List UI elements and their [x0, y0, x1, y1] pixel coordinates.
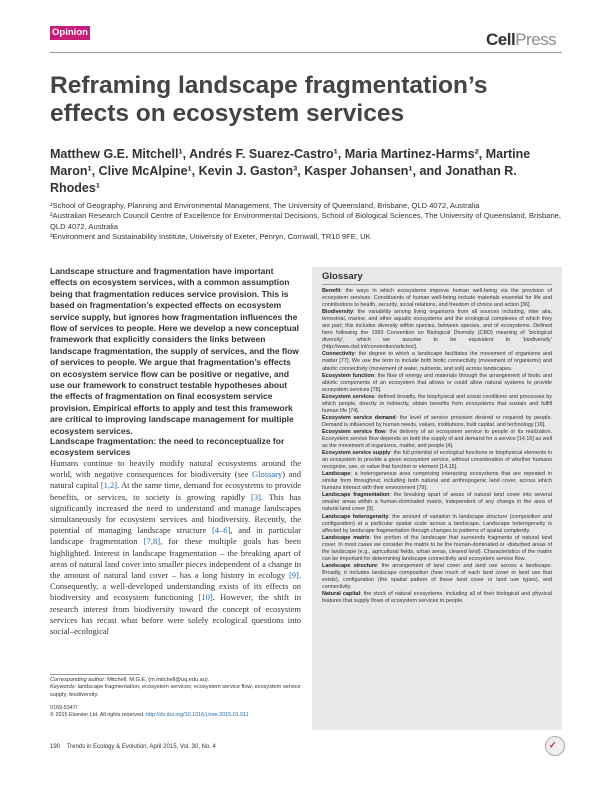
glossary-term: Ecosystem service supply	[322, 450, 391, 457]
reference-link[interactable]: [7,8]	[143, 536, 161, 547]
glossary-definition: : the ways in which ecosystems improve human well-being via the provision of ecosystem services. Constituents of human well-being include materials essential for life and contributions to health, security, social relations, and freedom of choice and action [36].	[322, 288, 552, 309]
article-title: Reframing landscape fragmentation’s effects on ecosystem services	[50, 72, 488, 127]
glossary-definition: : the portion of the landscape that surrounds fragments of natural land cover. In most cases we consider the matrix to be the human-dominated or -disturbed areas of the landscape (e.g., agricultural fields, urban areas, cleared land). Characteristics of the matrix can be important for determining landscape connectivity and ecosystem service flow.	[322, 534, 552, 562]
glossary-entry	[322, 394, 552, 415]
glossary-definition: : the delivery of an ecosystem service to people or its realization. Ecosystem service flow depends on both the supply of and demand for a service [14,16] as well as the movement of organisms, matter, and people [4].	[322, 428, 553, 450]
glossary-term: Landscape matrix	[322, 534, 370, 541]
footnote: Corresponding author: Mitchell, M.G.E. (m.mitchell@uq.edu.au). Keywords: landscape fragmentation; ecosystem services; ecosystem service flow; ecosystem service supply; biodiversity.	[50, 677, 301, 698]
doi-link[interactable]: http://dx.doi.org/10.1016/j.tree.2015.01.011	[145, 712, 249, 719]
footnote-divider	[50, 674, 140, 675]
glossary-entry	[322, 492, 552, 513]
reference-link[interactable]: [4–6]	[211, 525, 231, 536]
glossary-term: Natural capital	[322, 591, 361, 598]
glossary-divider	[322, 284, 552, 285]
glossary-definition: : the level of service provision desired or required by people. Demand is influenced by human needs, values, institutions, built capital, and technology [16].	[322, 414, 552, 428]
cellpress-logo: CellPress	[486, 30, 557, 49]
author-list: Matthew G.E. Mitchell¹, Andrés F. Suarez-Castro¹, Maria Martinez-Harms², Martine Maron¹, Clive McAlpine¹, Kevin J. Gaston³, Kasper Johansen¹, and Jonathan R. Rhodes¹	[50, 147, 531, 195]
glossary-term: Ecosystem service flow	[322, 428, 386, 435]
affiliation-3: ³Environment and Sustainability Institute, University of Exeter, Penryn, Cornwall, TR10 9FE, UK	[50, 231, 371, 241]
affiliation-2: ²Australian Research Council Centre of Excellence for Environmental Decisions, School of Biological Sciences, The University of Queensland, Brisbane, QLD 4072, Australia	[50, 211, 562, 231]
glossary-definition: : the full potential of ecological functions or biophysical elements in an ecosystem to provide a given ecosystem service, without consideration of whether humans recognize, use, or value that function or element [14,15].	[322, 450, 552, 471]
glossary-definition: : the degree to which a landscape facilitates the movement of organisms and matter [77]. We use the term to include both biotic connectivity (movement of organisms) and abiotic connectivity (movement of water, nutrients, and soil) across landscapes.	[322, 351, 552, 372]
glossary-term: Benefit	[322, 288, 341, 294]
glossary-entry	[322, 514, 552, 535]
glossary-entry	[322, 471, 552, 492]
glossary-definition: : the stock of natural ecosystems, including all of their biological and physical features that supply flows of ecosystem services to people.	[322, 591, 552, 605]
reference-link[interactable]: [1,2]	[100, 480, 118, 491]
glossary-term: Connectivity	[322, 351, 355, 358]
glossary-entry	[322, 563, 552, 591]
glossary-term: Landscape structure	[322, 562, 378, 569]
section-badge: Opinion	[50, 26, 90, 40]
glossary-entry	[322, 373, 552, 394]
glossary-entries	[322, 288, 552, 605]
affiliations	[50, 201, 562, 242]
abstract: Landscape structure and fragmentation have important effects on ecosystem services, with a common assumption being that fragmentation reduces service provision. This is based on fragmentation’s expected effects on ecosystem service supply, but ignores how fragmentation influences the flow of services to people. Here we develop a new conceptual framework that explicitly considers the links between landscape fragmentation, the supply of services, and the flow of services to people. We argue that fragmentation’s effects on ecosystem service flow can be positive or negative, and use our framework to construct testable hypotheses about the effects of fragmentation on final ecosystem service provision. Empirical efforts to apply and test this framework are critical to improving landscape management for multiple ecosystem services.	[50, 266, 299, 436]
glossary-term: Landscape	[322, 471, 351, 478]
glossary-term: Ecosystem service demand	[322, 414, 396, 421]
glossary-definition: : defined broadly, the biophysical and social conditions and processes by which people, directly or indirectly, obtain benefits from ecosystems that sustain and fulfill human life [74].	[322, 393, 552, 414]
glossary-term: Landscape heterogeneity	[322, 513, 389, 520]
glossary-definition: : the breaking apart of areas of natural land cover into several smaller areas within a human-dominated matrix, independent of any change in the area of natural land cover [9].	[322, 492, 553, 513]
reference-link[interactable]: [3]	[251, 491, 261, 502]
glossary-entry	[322, 351, 552, 372]
glossary-entry	[322, 309, 552, 351]
glossary-link[interactable]: Glossary	[252, 469, 283, 480]
glossary-entry	[322, 429, 552, 450]
glossary-definition: : the variability among living organisms from all sources including, inter alia, terrestrial, marine, and other aquatic ecosystems and the ecological complexes of which they are part; this includes diversity within species, between species, and of ecosystems. Defined here following the 1993 Convention on Biological Diversity (CBD) meaning of ‘biological diversity’, which we assume to be equivalent to ‘biodiversity’ (http://www.cbd.int/convention/articles/).	[322, 309, 552, 351]
body-text: Humans continue to heavily modify natural ecosystems around the world, with negative consequences for biodiversity (see Glossary) and natural capital [1,2]. At the same time, demand for ecosystems to provide benefits, or services, to society is growing rapidly [3]. This has significantly increased the need to understand and manage landscapes simultaneously for ecosystem services and biodiversity. Recently, the potential of managing landscape structure [4–6], and in particular landscape fragmentation [7,8], for these multiple goals has been highlighted. Interest in landscape fragmentation – the breaking apart of areas of natural land cover into smaller pieces independent of a change in the amount of natural land cover – has a long history in ecology [9]. Consequently, a well-developed understanding exists of its effects on biodiversity and ecosystem functioning [10]. However, the shift in research interest from biodiversity toward the concept of ecosystem services has recast what before were solely ecological questions into social–ecological	[50, 458, 301, 637]
journal-info: Trends in Ecology & Evolution, April 2015, Vol. 30, No. 4	[66, 744, 216, 750]
glossary-entry	[322, 288, 552, 309]
glossary-entry	[322, 415, 552, 429]
glossary-definition: : a heterogeneous area comprising interacting ecosystems that are repeated in similar form throughout; including both natural and anthropogenic land cover, across which humans interact with their environment [79].	[322, 471, 552, 492]
reference-link[interactable]: [9]	[288, 570, 299, 581]
glossary-definition: : the amount of variation in landscape structure (composition and configuration) at a particular spatial scale across a landscape. Landscape heterogeneity is affected by landscape fragmentation through changes to patterns of spatial complexity.	[322, 513, 552, 534]
glossary-term: Ecosystem services	[322, 393, 375, 400]
glossary-entry	[322, 535, 552, 563]
glossary-heading: Glossary	[322, 271, 363, 282]
copyright-block: 0169-5347/ © 2015 Elsevier Ltd. All rights reserved. http://dx.doi.org/10.1016/j.tree.2015.01.011	[50, 705, 249, 719]
glossary-entry	[322, 450, 552, 471]
crossmark-glyph: ✓	[549, 740, 557, 750]
glossary-term: Landscape fragmentation	[322, 492, 390, 499]
glossary-entry	[322, 591, 552, 605]
page-number: 190	[50, 744, 61, 750]
reference-link[interactable]: [10]	[198, 592, 213, 603]
glossary-definition: : the flow of energy and materials through the arrangement of biotic and abiotic components of an ecosystem that allows or could allow natural systems to provide ecosystem services [78].	[322, 372, 552, 393]
glossary-term: Ecosystem function	[322, 372, 375, 379]
page-footer	[50, 744, 216, 750]
glossary-term: Biodiversity	[322, 309, 354, 316]
glossary-definition: : the arrangement of land cover and land use across a landscape. Broadly, it includes landscape composition (how much of each land cover or land use that exists), configuration (the spatial pattern of these land cover or land use types), and connectivity.	[322, 562, 552, 590]
affiliation-1: ¹School of Geography, Planning and Environmental Management, The University of Queensland, Brisbane, QLD 4072, Australia	[50, 201, 480, 210]
section-heading: Landscape fragmentation: the need to reconceptualize for ecosystem services	[50, 436, 285, 457]
header-divider	[50, 52, 562, 53]
